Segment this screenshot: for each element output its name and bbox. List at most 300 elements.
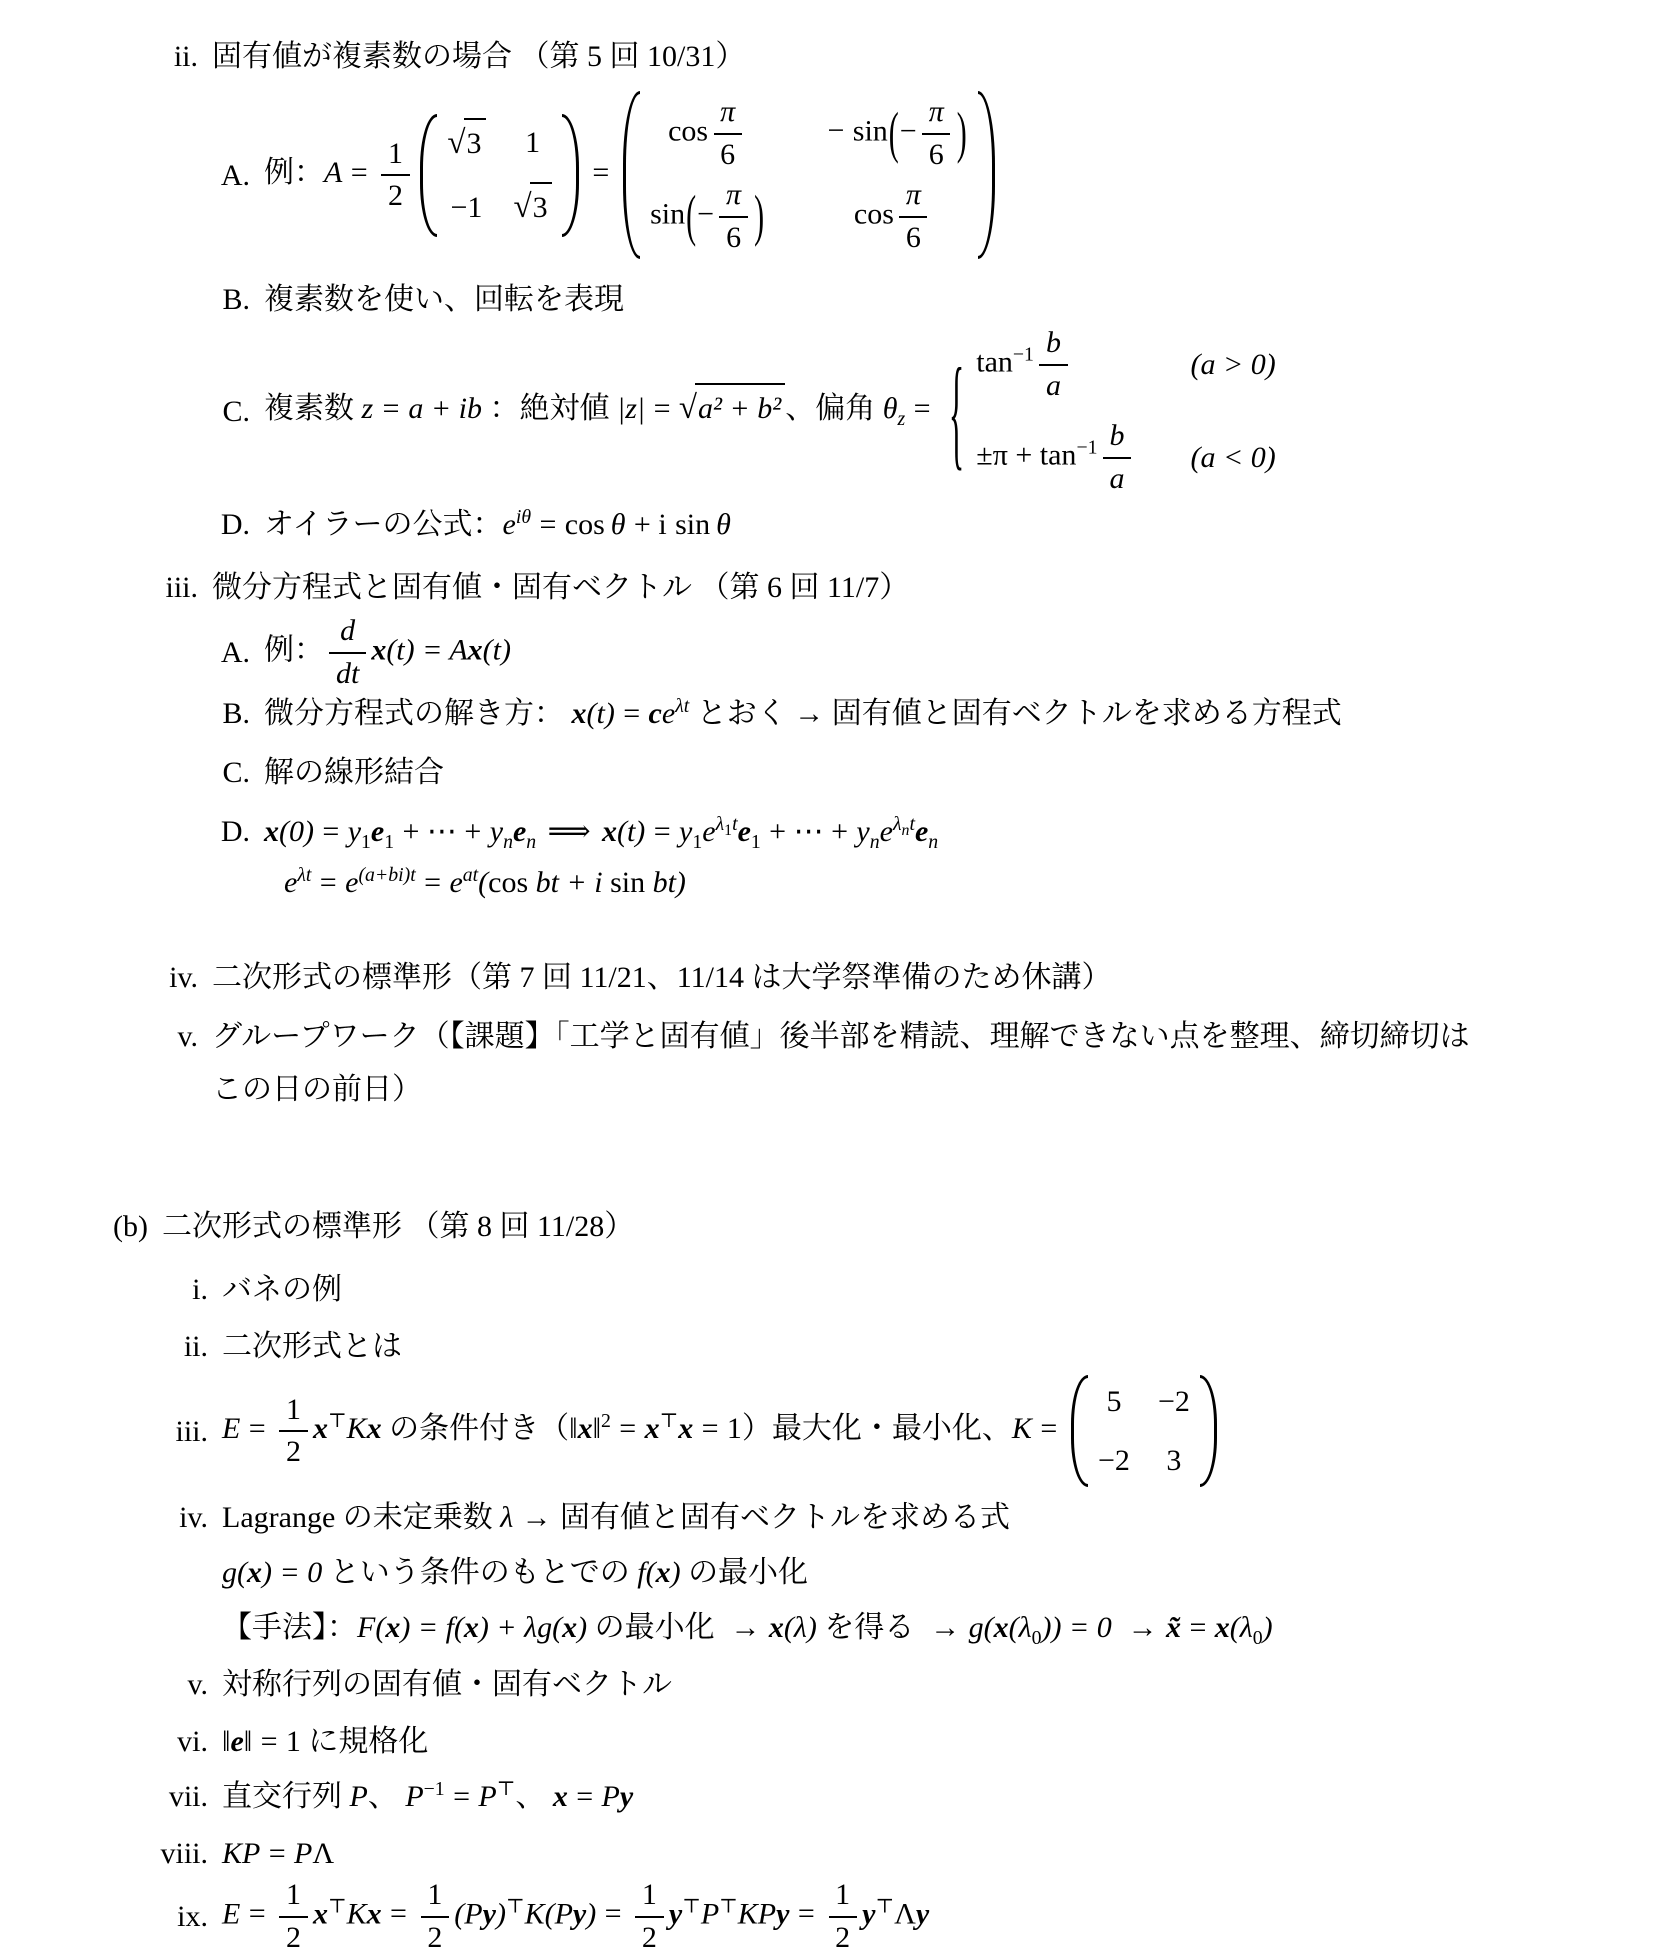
item-text: 解の線形結合 <box>250 750 444 795</box>
math-run: (t) <box>617 815 645 848</box>
left-brace: { <box>949 317 964 504</box>
equation-ansatz <box>250 691 1342 736</box>
text-run: の最小化 <box>681 1556 809 1589</box>
numerator: 1 <box>421 1878 449 1916</box>
outline-item-b-ii <box>0 1324 1670 1369</box>
item-title: 二次形式の標準形（第 7 回 11/21、11/14 は大学祭準備のため休講） <box>198 955 1111 1000</box>
item-number: ii. <box>0 34 198 79</box>
norm-bars: ‖ <box>244 1725 252 1758</box>
fraction-one-half <box>635 1878 663 1955</box>
case-expression <box>976 419 1136 496</box>
denominator: 6 <box>719 216 747 256</box>
text-run: 、偏角 <box>785 392 883 425</box>
fraction-pi-6 <box>899 178 927 255</box>
text-run: Lagrange の未定乗数 <box>222 1501 500 1534</box>
math-token: E <box>222 1897 240 1930</box>
numerator: 1 <box>381 137 409 175</box>
vector-y: y <box>669 1897 682 1930</box>
subscript <box>928 831 938 853</box>
item-number: ix. <box>0 1894 208 1939</box>
math-run: ) <box>1263 1611 1273 1644</box>
item-title <box>208 1495 1010 1540</box>
denominator: a <box>1039 364 1067 404</box>
transpose: ⊤ <box>875 1895 894 1917</box>
matrix-cell: 3 <box>1166 1438 1181 1483</box>
equals-sign: = <box>592 156 609 189</box>
denominator: 6 <box>922 133 950 173</box>
math-run: ) <box>671 1556 681 1589</box>
numerator: π <box>713 95 741 133</box>
fraction-pi-6 <box>719 178 747 255</box>
vector-y: y <box>916 1897 929 1930</box>
numerator: 1 <box>279 1878 307 1916</box>
transpose: ⊤ <box>660 1410 679 1432</box>
tan-op: tan <box>976 345 1013 378</box>
fraction-b-a <box>1039 326 1067 403</box>
vector-x: x <box>313 1897 328 1930</box>
item-text: バネの例 <box>208 1267 342 1312</box>
equals-sign: = <box>539 508 556 541</box>
math-token: P <box>701 1897 719 1930</box>
item-number: C. <box>0 750 250 795</box>
matrix-cell <box>447 118 485 169</box>
math-run: (λ <box>1009 1611 1032 1644</box>
math-token: λ <box>893 813 902 835</box>
vector-x: x <box>371 633 386 666</box>
cos-op: cos <box>668 114 708 147</box>
math-run: (t) = A <box>386 633 467 666</box>
matrix-K <box>1071 1373 1217 1489</box>
transpose: ⊤ <box>328 1895 347 1917</box>
fraction-one-half <box>381 137 409 214</box>
math-token: y <box>490 815 503 848</box>
math-token: θ <box>611 508 626 541</box>
outline-item-v <box>0 1014 1670 1059</box>
item-text: 複素数を使い、回転を表現 <box>250 277 624 322</box>
superscript <box>297 864 311 886</box>
math-run: ( <box>478 866 488 899</box>
math-run: ) = 0 <box>262 1556 322 1589</box>
text-run: オイラーの公式： <box>264 508 503 541</box>
denominator: 2 <box>829 1916 857 1955</box>
subscript: 0 <box>1032 1627 1042 1649</box>
equals-sign: = <box>261 1725 278 1758</box>
math-token: (a+bi)t <box>358 864 415 886</box>
matrix-cell <box>650 178 765 255</box>
equals-sign: = <box>390 1897 407 1930</box>
text-run: 、 <box>515 1780 553 1813</box>
item-title: 固有値が複素数の場合 （第 5 回 10/31） <box>198 34 745 79</box>
math-run: F( <box>357 1611 385 1644</box>
constraint-minimization-line <box>222 1550 1670 1595</box>
text-run: 複素数 <box>264 392 362 425</box>
superscript <box>675 695 689 717</box>
norm-bars: ‖ <box>593 1412 601 1445</box>
equation-normalization <box>208 1719 428 1764</box>
math-run: ) <box>496 1897 506 1930</box>
math-token: e <box>503 508 516 541</box>
item-title: 二次形式の標準形 （第 8 回 11/28） <box>148 1204 634 1249</box>
math-token: P <box>294 1837 312 1870</box>
equation-complex-argument <box>250 326 1276 496</box>
vector-e: e <box>371 815 384 848</box>
left-paren: ( <box>889 91 899 177</box>
equals-sign: = <box>576 1780 593 1813</box>
vector-e: e <box>738 815 751 848</box>
item-number: viii. <box>0 1831 208 1876</box>
denominator: 2 <box>279 1916 307 1955</box>
item-number: D. <box>0 809 250 854</box>
right-paren <box>978 91 995 259</box>
matrix-cell: −1 <box>450 185 482 230</box>
transpose: ⊤ <box>328 1410 347 1432</box>
radical-sign: √ <box>514 183 532 233</box>
radical-sign: √ <box>447 119 465 169</box>
item-number: v. <box>0 1662 208 1707</box>
equals-sign: = <box>269 1837 286 1870</box>
math-run: ) = f( <box>400 1611 464 1644</box>
vector-x: x <box>645 1412 660 1445</box>
matrix-cell <box>668 95 747 172</box>
item-number: vi. <box>0 1719 208 1764</box>
superscript <box>716 813 738 835</box>
text-run: とおく <box>689 697 794 730</box>
equals-sign: = <box>249 1412 266 1445</box>
math-run: (P <box>545 1897 573 1930</box>
outline-item-ii <box>0 34 1670 79</box>
math-token: λt <box>675 695 689 717</box>
item-number: ii. <box>0 1324 208 1369</box>
right-paren <box>562 114 579 237</box>
numerator: π <box>899 178 927 216</box>
denominator: 6 <box>714 133 742 173</box>
cos-op: cos <box>488 866 528 899</box>
math-run: z = a + ib <box>362 392 483 425</box>
subscript <box>870 831 880 853</box>
math-token: iθ <box>516 506 531 528</box>
math-run: KP <box>222 1837 260 1870</box>
equals-sign: = <box>320 866 337 899</box>
vector-e: e <box>513 815 526 848</box>
denominator: dt <box>329 652 366 692</box>
superscript: −1 <box>424 1778 445 1800</box>
math-token: θ <box>883 392 898 425</box>
text-run: という条件のもとでの <box>322 1556 637 1589</box>
equation-ode <box>250 614 511 691</box>
math-token: K <box>1012 1412 1032 1445</box>
matrix-cell: −2 <box>1098 1438 1130 1483</box>
equals-sign: = <box>424 866 441 899</box>
math-token: P <box>405 1780 423 1813</box>
equals-sign: = <box>654 392 671 425</box>
math-token: e <box>449 866 462 899</box>
superscript: −1 <box>1013 343 1034 365</box>
right-paren: ) <box>957 91 967 177</box>
arrow: → <box>794 697 824 730</box>
matrix-A <box>420 112 578 239</box>
plus-dots: + ⋯ + <box>403 815 482 848</box>
implies-arrow: ⟹ <box>548 815 591 848</box>
outline-item-b-ix <box>0 1878 1670 1955</box>
math-token: e <box>880 815 893 848</box>
item-number: iii. <box>0 565 198 610</box>
arrow: → <box>522 1501 552 1534</box>
right-paren: ) <box>754 174 764 260</box>
vector-x: x <box>578 1412 593 1445</box>
math-token: z <box>897 408 905 430</box>
fraction-pi-6 <box>713 95 741 172</box>
subscript: 1 <box>361 831 371 853</box>
minus-sign: − <box>697 197 714 230</box>
text-run: 固有値と固有ベクトルを求める式 <box>560 1501 1010 1534</box>
vector-x: x <box>769 1611 784 1644</box>
outline-item-iii-D <box>0 809 1670 854</box>
vector-e: e <box>230 1725 243 1758</box>
equals-sign: = <box>1040 1412 1057 1445</box>
math-token: t <box>909 813 915 835</box>
subscript <box>503 831 513 853</box>
vector-x: x <box>572 697 587 730</box>
vector-y: y <box>776 1897 789 1930</box>
minus-sign: − <box>900 114 917 147</box>
text-run: 例： <box>264 156 324 189</box>
numerator: π <box>922 95 950 133</box>
minus-sign: − <box>827 114 844 147</box>
outline-item-ii-D <box>0 502 1670 547</box>
sin-op: sin <box>853 114 888 147</box>
equals-sign: = <box>619 1412 636 1445</box>
outline-item-b <box>0 1204 1670 1249</box>
numerator: b <box>1103 419 1131 457</box>
fraction-one-half <box>421 1878 449 1955</box>
outline-item-iii-B <box>0 691 1670 736</box>
numerator: b <box>1039 326 1067 364</box>
text-run: ：絶対値 <box>482 392 617 425</box>
item-number: D. <box>0 502 250 547</box>
vector-x: x <box>562 1611 577 1644</box>
equals-sign: = <box>654 815 671 848</box>
item-text: 二次形式とは <box>208 1324 402 1369</box>
outline-item-b-iii <box>0 1373 1670 1489</box>
arrow: → <box>930 1611 960 1644</box>
subscript <box>526 831 536 853</box>
piecewise-cases <box>976 326 1275 496</box>
outline-item-iii-A <box>0 614 1670 691</box>
norm-bars: ‖ <box>569 1412 577 1445</box>
radicand: 3 <box>530 182 552 230</box>
math-run: (λ <box>1230 1611 1253 1644</box>
math-token: e <box>662 697 675 730</box>
method-line <box>222 1605 1670 1650</box>
equals-sign: = <box>249 1897 266 1930</box>
math-token: at <box>463 864 478 886</box>
math-run: bt) <box>645 866 686 899</box>
item-number: C. <box>0 389 250 434</box>
math-run: g( <box>222 1556 247 1589</box>
math-run: bt + i <box>528 866 610 899</box>
equals-sign: = <box>914 392 931 425</box>
left-paren: ( <box>686 174 696 260</box>
subscript: 1 <box>751 831 761 853</box>
math-token: y <box>856 815 869 848</box>
vector-x: x <box>994 1611 1009 1644</box>
math-token: P <box>602 1780 620 1813</box>
item-number: vii. <box>0 1774 208 1819</box>
subscript: 0 <box>1253 1627 1263 1649</box>
cos-op: cos <box>854 197 894 230</box>
math-token: λ <box>716 813 725 835</box>
fraction-one-half <box>279 1393 307 1470</box>
math-token: θ <box>716 508 731 541</box>
math-run: )) = 0 <box>1042 1611 1120 1644</box>
subscript: 1 <box>692 831 702 853</box>
transpose: ⊤ <box>506 1895 525 1917</box>
math-token: y <box>679 815 692 848</box>
equals-sign: = <box>605 1897 622 1930</box>
item-number: i. <box>0 1267 208 1312</box>
math-token: E <box>222 1412 240 1445</box>
plus-dots: + ⋯ + <box>769 815 848 848</box>
left-paren <box>420 114 437 237</box>
math-run: KP <box>738 1897 776 1930</box>
math-run: |z| <box>617 392 645 425</box>
fraction-one-half <box>279 1878 307 1955</box>
fraction-d-dt <box>329 614 366 691</box>
subscript: 1 <box>724 822 732 839</box>
matrix-cell: 1 <box>525 120 540 165</box>
equals-sign: = <box>351 156 368 189</box>
outline-item-b-vi <box>0 1719 1670 1764</box>
math-token: K <box>347 1897 367 1930</box>
capital-lambda: Λ <box>312 1837 334 1870</box>
math-token: t <box>732 813 738 835</box>
fraction-b-a <box>1103 419 1131 496</box>
sqrt-3 <box>514 182 552 233</box>
superscript <box>358 864 415 886</box>
vector-x: x <box>367 1412 382 1445</box>
item-number: (b) <box>0 1204 148 1249</box>
denominator: 2 <box>381 174 409 214</box>
superscript: −1 <box>1076 436 1097 458</box>
superscript: 2 <box>601 1410 611 1432</box>
math-run: (t) <box>587 697 615 730</box>
equals-sign: = <box>322 815 339 848</box>
item-title: 微分方程式と固有値・固有ベクトル （第 6 回 11/7） <box>198 565 909 610</box>
item-number: B. <box>0 691 250 736</box>
equals-sign: = <box>798 1897 815 1930</box>
vector-x-tilde: x̃ <box>1166 1611 1181 1644</box>
vector-x: x <box>464 1611 479 1644</box>
denominator: 2 <box>635 1916 663 1955</box>
math-token: 1 <box>286 1725 301 1758</box>
matrix-rotation <box>623 89 995 261</box>
superscript <box>893 813 915 835</box>
math-token: e <box>702 815 715 848</box>
outline-item-b-vii <box>0 1774 1670 1819</box>
equals-sign: = <box>702 1412 719 1445</box>
outline-item-iii <box>0 565 1670 610</box>
numerator: π <box>719 178 747 216</box>
math-token: K <box>525 1897 545 1930</box>
transpose: ⊤ <box>497 1778 516 1800</box>
outline-item-iii-C <box>0 750 1670 795</box>
item-title: グループワーク（【課題】「工学と固有値」後半部を精読、理解できない点を整理、締切締切は <box>198 1014 1470 1059</box>
pm-pi-tan: ±π + tan <box>976 438 1076 471</box>
left-paren <box>1071 1375 1088 1487</box>
vector-x: x <box>247 1556 262 1589</box>
item-number: iv. <box>0 1495 208 1540</box>
item-title-continuation: この日の前日） <box>212 1067 1670 1112</box>
math-token: K <box>347 1412 367 1445</box>
text-run: 例： <box>264 633 324 666</box>
vector-y: y <box>573 1897 586 1930</box>
vector-x: x <box>656 1556 671 1589</box>
text-run: の条件付き（ <box>382 1412 570 1445</box>
vector-x: x <box>553 1780 568 1813</box>
matrix-cell <box>819 95 968 172</box>
vector-x: x <box>678 1412 693 1445</box>
vector-x: x <box>1215 1611 1230 1644</box>
outline-item-b-iv <box>0 1495 1670 1540</box>
sin-op: sin <box>675 508 710 541</box>
item-number: B. <box>0 277 250 322</box>
equals-sign: = <box>453 1780 470 1813</box>
superscript <box>516 506 531 528</box>
text-run: 、 <box>368 1780 406 1813</box>
transpose: ⊤ <box>682 1895 701 1917</box>
vector-e: e <box>915 815 928 848</box>
math-run: (λ) <box>784 1611 817 1644</box>
math-token: y <box>348 815 361 848</box>
cos-op: cos <box>565 508 605 541</box>
fraction-one-half <box>829 1878 857 1955</box>
math-token: n <box>503 831 513 853</box>
sin-op: sin <box>650 197 685 230</box>
matrix-cells <box>1088 1373 1200 1489</box>
outline-item-ii-C <box>0 326 1670 496</box>
equals-sign: = <box>623 697 640 730</box>
equation-rotation-matrix <box>250 89 1000 261</box>
item-number: A. <box>0 630 250 675</box>
right-paren <box>1200 1375 1217 1487</box>
text-run: 直交行列 <box>222 1780 350 1813</box>
equation-euler <box>250 502 731 547</box>
equation-quadratic-form <box>208 1373 1222 1489</box>
vector-x: x <box>367 1897 382 1930</box>
outline-item-b-viii <box>0 1831 1670 1876</box>
transpose: ⊤ <box>719 1895 738 1917</box>
text-run: の最小化 <box>587 1611 722 1644</box>
math-run: f( <box>637 1556 655 1589</box>
math-token: λt <box>297 864 311 886</box>
equation-exponential-identity <box>284 860 1670 905</box>
equals-sign: = <box>1189 1611 1206 1644</box>
numerator: 1 <box>635 1878 663 1916</box>
vector-x: x <box>602 815 617 848</box>
text-run: 固有値と固有ベクトルを求める方程式 <box>824 697 1342 730</box>
case-expression <box>976 326 1073 403</box>
math-token: e <box>345 866 358 899</box>
math-token: P <box>350 1780 368 1813</box>
item-text: 対称行列の固有値・固有ベクトル <box>208 1662 672 1707</box>
arrow: → <box>731 1611 761 1644</box>
math-token: n <box>526 831 536 853</box>
superscript <box>463 864 478 886</box>
math-token: n <box>928 831 938 853</box>
math-run: ) <box>577 1611 587 1644</box>
arrow: → <box>1128 1611 1158 1644</box>
math-run: ) <box>586 1897 596 1930</box>
